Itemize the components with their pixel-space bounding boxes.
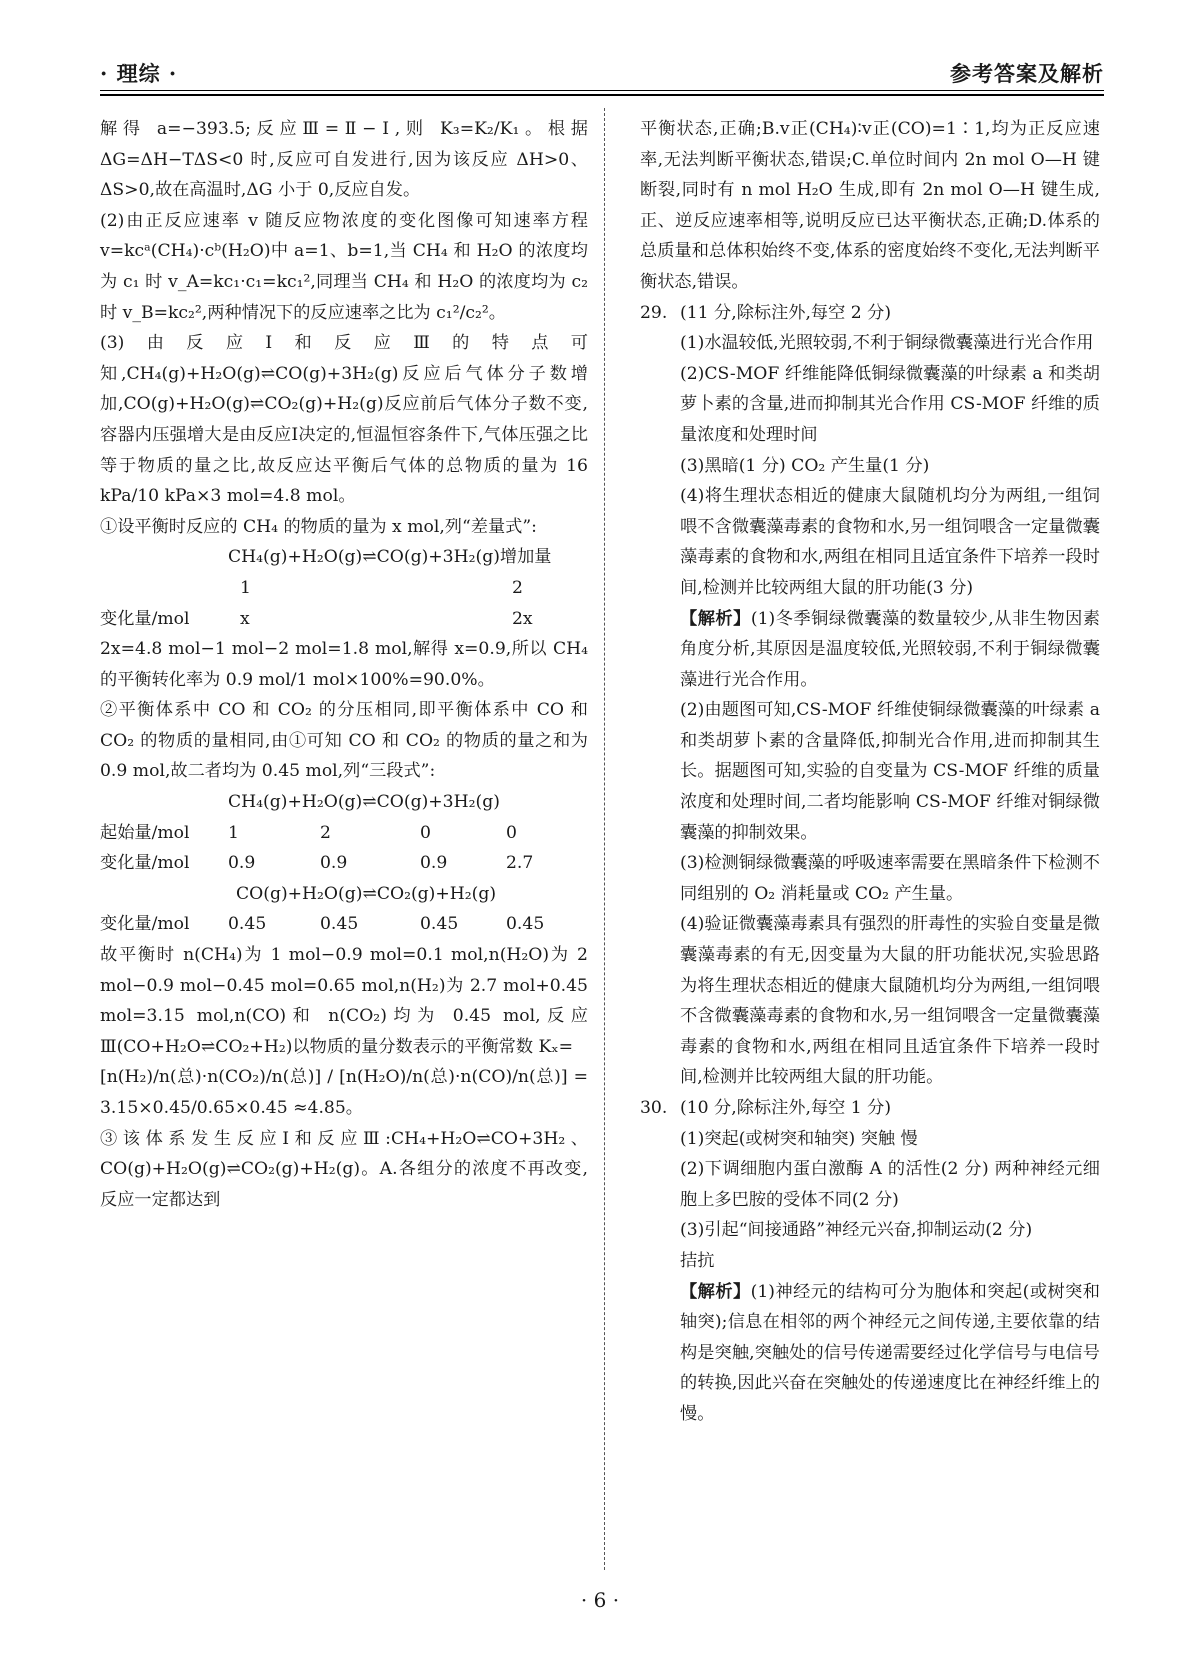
question-30 — [640, 1093, 1100, 1430]
paragraph: ②平衡体系中 CO 和 CO₂ 的分压相同,即平衡体系中 CO 和 CO₂ 的物质的量相同,由①可知 CO 和 CO₂ 的物质的量之和为 0.9 mol,故二者均为 0.45 mol,列“三段式”: — [100, 700, 588, 782]
equation-row — [100, 818, 588, 849]
question-header: (10 分,除标注外,每空 1 分) — [680, 1098, 892, 1118]
cell: 变化量/mol — [100, 608, 190, 629]
paragraph: (2)由正反应速率 v 随反应物浓度的变化图像可知速率方程 v=kcᵃ(CH₄)·cᵇ(H₂O)中 a=1、b=1,当 CH₄ 和 H₂O 的浓度均为 c₁ 时 v_A=kc₁·c₁=kc₁²,同理当 CH₄ 和 H₂O 的浓度均为 c₂ 时 v_B=kc₂²,两种情况下的反应速率之比为 c₁²/c₂²。 — [100, 210, 589, 323]
cell: 0.45 — [506, 914, 545, 935]
paragraph: ③该体系发生反应Ⅰ和反应Ⅲ:CH₄+H₂O⇌CO+3H₂、CO(g)+H₂O(g)⇌CO₂(g)+H₂(g)。A.各组分的浓度不再改变,反应一定都达到 — [100, 1128, 588, 1210]
cell: 1 — [240, 577, 251, 598]
paragraph: ①设平衡时反应的 CH₄ 的物质的量为 x mol,列“差量式”: — [100, 516, 537, 537]
cell: 2 — [512, 577, 523, 598]
analysis-label: 【解析】 — [680, 1281, 751, 1302]
header-rule-thin — [100, 90, 1104, 91]
equation-row — [100, 573, 588, 604]
cell: 2 — [320, 822, 331, 843]
section-title: 参考答案及解析 — [950, 61, 1104, 86]
header-rule-thick — [100, 94, 1104, 96]
answer-item: (3)黑暗(1 分) CO₂ 产生量(1 分) — [680, 455, 930, 476]
analysis — [680, 604, 1100, 696]
analysis-item: (3)检测铜绿微囊藻的呼吸速率需要在黑暗条件下检测不同组别的 O₂ 消耗量或 CO₂ 产生量。 — [680, 853, 1100, 904]
answer-item: (1)水温较低,光照较弱,不利于铜绿微囊藻进行光合作用 — [680, 333, 1094, 354]
column-divider — [604, 108, 605, 1570]
analysis-label: 【解析】 — [680, 608, 751, 629]
page-number: · 6 · — [580, 1588, 620, 1612]
paragraph: 平衡状态,正确;B.v正(CH₄)∶v正(CO)=1∶1,均为正反应速率,无法判断平衡状态,错误;C.单位时间内 2n mol O—H 键断裂,同时有 n mol H₂O 生成,即有 2n mol O—H 键生成,正、逆反应速率相等,说明反应已达平衡状态,正确;D.体系的总质量和总体积始终不变,体系的密度始终不变化,无法判断平衡状态,错误。 — [640, 119, 1100, 292]
cell: 2x — [512, 608, 533, 629]
cell: 起始量/mol — [100, 822, 190, 843]
cell: 0.45 — [420, 914, 459, 935]
cell: 0.45 — [228, 914, 267, 935]
answer-item: 拮抗 — [680, 1250, 715, 1271]
cell: 变化量/mol — [100, 914, 190, 935]
paragraph: 解得 a=−393.5;反应Ⅲ=Ⅱ−Ⅰ,则 K₃=K₂/K₁。根据 ΔG=ΔH−TΔS<0 时,反应可自发进行,因为该反应 ΔH>0、ΔS>0,故在高温时,ΔG 小于 0,反应自发。 — [100, 119, 588, 201]
answer-item: (2)CS-MOF 纤维能降低铜绿微囊藻的叶绿素 a 和类胡萝卜素的含量,进而抑制其光合作用 CS-MOF 纤维的质量浓度和处理时间 — [680, 363, 1100, 445]
cell: 0 — [420, 822, 431, 843]
question-number: 30. — [640, 1098, 668, 1118]
cell — [100, 573, 240, 604]
equation-row — [100, 604, 588, 635]
answer-item: (3)引起“间接通路”神经元兴奋,抑制运动(2 分) — [680, 1220, 1033, 1241]
question-header: (11 分,除标注外,每空 2 分) — [680, 302, 892, 323]
cell: 变化量/mol — [100, 853, 190, 874]
equation: CH₄(g)+H₂O(g)⇌CO(g)+3H₂(g)增加量 — [228, 547, 552, 568]
equation: CO(g)+H₂O(g)⇌CO₂(g)+H₂(g) — [236, 883, 497, 904]
left-column — [100, 114, 588, 1215]
cell: 1 — [228, 822, 239, 843]
analysis-item: (4)验证微囊藻毒素具有强烈的肝毒性的实验自变量是微囊藻毒素的有无,因变量为大鼠的肝功能状况,实验思路为将生理状态相近的健康大鼠随机均分为两组,一组饲喂不含微囊藻毒素的食物和水,另一组饲喂含一定量微囊藻毒素的食物和水,两组在相同且适宜条件下培养一段时间,检测并比较两组大鼠的肝功能。 — [680, 914, 1100, 1088]
equation-row — [100, 848, 588, 879]
analysis — [680, 1277, 1100, 1430]
cell: 0.9 — [320, 853, 348, 874]
answer-item: (2)下调细胞内蛋白激酶 A 的活性(2 分) 两种神经元细胞上多巴胺的受体不同(2 分) — [680, 1159, 1100, 1210]
page-header — [100, 52, 1104, 88]
answer-item: (4)将生理状态相近的健康大鼠随机均分为两组,一组饲喂不含微囊藻毒素的食物和水,另一组饲喂含一定量微囊藻毒素的食物和水,两组在相同且适宜条件下培养一段时间,检测并比较两组大鼠的肝功能(3 分) — [680, 486, 1100, 598]
analysis-item: (2)由题图可知,CS-MOF 纤维使铜绿微囊藻的叶绿素 a 和类胡萝卜素的含量降低,抑制光合作用,进而抑制其生长。据题图可知,实验的自变量为 CS-MOF 纤维的质量浓度和处理时间,二者均能影响 CS-MOF 纤维对铜绿微囊藻的抑制效果。 — [680, 700, 1100, 843]
analysis-text: (1)冬季铜绿微囊藻的数量较少,从非生物因素角度分析,其原因是温度较低,光照较弱,不利于铜绿微囊藻进行光合作用。 — [680, 608, 1100, 690]
cell: x — [240, 608, 250, 629]
equation: CH₄(g)+H₂O(g)⇌CO(g)+3H₂(g) — [228, 792, 500, 813]
analysis-text: (1)神经元的结构可分为胞体和突起(或树突和轴突);信息在相邻的两个神经元之间传递,主要依靠的结构是突触,突触处的信号传递需要经过化学信号与电信号的转换,因此兴奋在突触处的传递速度比在神经纤维上的慢。 — [680, 1281, 1100, 1424]
cell: 2.7 — [506, 853, 534, 874]
cell: 0.45 — [320, 914, 359, 935]
cell: 0.9 — [228, 853, 256, 874]
question-29 — [640, 298, 1100, 1093]
cell: 0 — [506, 822, 517, 843]
paragraph: 2x=4.8 mol−1 mol−2 mol=1.8 mol,解得 x=0.9,所以 CH₄ 的平衡转化率为 0.9 mol/1 mol×100%=90.0%。 — [100, 639, 588, 690]
right-column — [640, 114, 1100, 1430]
question-number: 29. — [640, 302, 668, 323]
equation-row — [100, 909, 588, 940]
paragraph: (3)由反应Ⅰ和反应Ⅲ的特点可知,CH₄(g)+H₂O(g)⇌CO(g)+3H₂(g)反应后气体分子数增加,CO(g)+H₂O(g)⇌CO₂(g)+H₂(g)反应前后气体分子数不变,容器内压强增大是由反应Ⅰ决定的,恒温恒容条件下,气体压强之比等于物质的量之比,故反应达平衡后气体的总物质的量为 16 kPa/10 kPa×3 mol=4.8 mol。 — [100, 333, 588, 507]
cell: 0.9 — [420, 853, 448, 874]
subject-label: · 理综 · — [100, 61, 178, 86]
formula: [n(H₂)/n(总)·n(CO₂)/n(总)] / [n(H₂O)/n(总)·n(CO)/n(总)] = 3.15×0.45/0.65×0.45 ≈4.85。 — [100, 1067, 588, 1118]
paragraph: 故平衡时 n(CH₄)为 1 mol−0.9 mol=0.1 mol,n(H₂O)为 2 mol−0.9 mol−0.45 mol=0.65 mol,n(H₂)为 2.7 mol+0.45 mol=3.15 mol,n(CO)和 n(CO₂)均为 0.45 mol,反应Ⅲ(CO+H₂O⇌CO₂+H₂)以物质的量分数表示的平衡常数 Kₓ= — [100, 945, 588, 1057]
answer-item: (1)突起(或树突和轴突) 突触 慢 — [680, 1128, 918, 1149]
